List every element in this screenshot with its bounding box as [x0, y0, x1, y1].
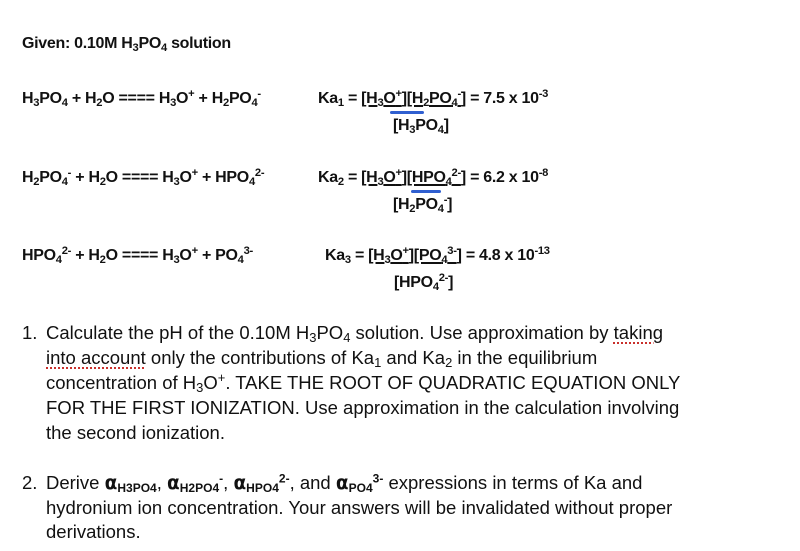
ka-sup: + — [402, 244, 409, 257]
q1-sub: 3 — [196, 380, 204, 396]
reaction-text: + H — [71, 169, 100, 186]
q1-text: solution. Use approximation by — [350, 322, 614, 343]
reaction-sup: + — [191, 166, 198, 179]
ka-sub: 4 — [437, 202, 444, 215]
reaction-text: H — [22, 90, 34, 107]
ka-sub: 3 — [384, 253, 391, 266]
reaction-sup: + — [188, 87, 195, 100]
ka-sub: 4 — [451, 96, 458, 109]
ka-text: O — [390, 247, 403, 264]
q1-sub: 4 — [343, 330, 351, 346]
ka-text: O — [383, 90, 396, 107]
spellcheck-word: taking — [613, 322, 664, 343]
reaction-sup: 2- — [254, 166, 265, 179]
ka-exponent: -8 — [538, 166, 549, 179]
alpha-symbol: α — [233, 473, 247, 494]
reaction-text: PO — [39, 169, 62, 186]
q1-sub: 1 — [374, 355, 382, 371]
ka2-numerator — [361, 166, 466, 188]
ka-label: Ka — [318, 169, 338, 186]
q2-text: , and — [289, 472, 336, 493]
q2-text: Derive — [46, 472, 105, 493]
reaction-text: + HPO — [197, 169, 249, 186]
ka3-expression — [325, 244, 550, 266]
question-2-line-2: hydronium ion concentration. Your answers will be invalidated without proper — [46, 497, 673, 518]
alpha-symbol: α — [104, 473, 118, 494]
reaction-text: + H — [71, 247, 100, 264]
reaction-sub: 4 — [248, 175, 255, 188]
reaction-sup: - — [257, 87, 261, 100]
reaction-text: O ==== H — [105, 247, 174, 264]
given-text: Given: 0.10M H — [22, 35, 133, 52]
ka-text: ] — [460, 90, 466, 107]
question-1-line-1 — [46, 322, 663, 344]
reaction-sub: 2 — [223, 96, 229, 109]
reaction-sub: 2 — [33, 175, 40, 188]
question-1-number: 1. — [22, 322, 38, 343]
question-1-line-4: FOR THE FIRST IONIZATION. Use approximation in the calculation involving — [46, 397, 680, 418]
q1-sub: 2 — [445, 355, 453, 371]
ka-value: = 7.5 x 10 — [465, 90, 539, 107]
reaction-text: O ==== H — [105, 169, 174, 186]
ka-label: Ka — [318, 90, 338, 107]
alpha-sub: H2PO4 — [179, 481, 220, 495]
alpha-po4 — [336, 472, 383, 493]
reaction-sub: 4 — [61, 96, 68, 109]
ka-label: Ka — [325, 247, 345, 264]
ka3-numerator — [368, 244, 462, 266]
ka-text: ][PO — [408, 247, 442, 264]
question-1-line-3 — [46, 369, 681, 396]
reaction-text: O — [179, 247, 192, 264]
ka-text: [H — [393, 117, 410, 134]
reaction-text: + H — [67, 90, 97, 107]
ka-sub: 3 — [377, 175, 384, 188]
alpha-symbol: α — [335, 473, 349, 494]
ka-sup: 3- — [447, 244, 457, 257]
ka-text: PO — [415, 117, 438, 134]
ka-sub: 3 — [344, 253, 351, 266]
reaction-sub: 3 — [170, 96, 177, 109]
reaction-sub: 4 — [55, 253, 62, 266]
q1-text: Calculate the pH of the 0.10M H — [46, 322, 310, 343]
q1-text: concentration of H — [46, 372, 197, 393]
question-1-line-5: the second ionization. — [46, 422, 225, 443]
ka-value: = 4.8 x 10 — [461, 247, 535, 264]
reaction-sup: 2- — [61, 244, 72, 257]
question-1-line-2 — [46, 347, 597, 369]
reaction-sup: - — [67, 166, 72, 179]
reaction-sub: 3 — [173, 175, 180, 188]
ka1-expression — [318, 87, 549, 109]
reaction-sub: 2 — [99, 253, 106, 266]
reaction-text: + H — [194, 90, 223, 107]
ink-mark — [390, 111, 424, 114]
q1-text: and Ka — [381, 347, 446, 368]
alpha-hpo4 — [233, 472, 289, 493]
reaction-text: O — [176, 90, 189, 107]
ka-sub: 2 — [337, 175, 344, 188]
alpha-sup: 3- — [372, 471, 384, 486]
given-line — [22, 35, 231, 53]
reaction-text: PO — [228, 90, 252, 107]
reaction-sup: 3- — [243, 244, 253, 257]
question-2-line-3: derivations. — [46, 521, 141, 542]
given-text: solution — [166, 35, 231, 52]
reaction-text: O ==== H — [102, 90, 171, 107]
ka-sup: - — [443, 193, 448, 206]
alpha-h2po4 — [167, 472, 223, 493]
ka-text: [H — [393, 196, 410, 213]
q1-text: O — [203, 372, 218, 393]
ka-sub: 4 — [441, 253, 448, 266]
reaction-text: + PO — [197, 247, 238, 264]
reaction-sup: + — [191, 244, 198, 257]
ka-sub: 2 — [423, 96, 430, 109]
ka-text: [H — [361, 90, 378, 107]
ka-sup: 2- — [451, 166, 461, 179]
q1-text: PO — [316, 322, 344, 343]
q1-text: . TAKE THE ROOT OF QUADRATIC EQUATION ONLY — [225, 372, 681, 393]
ka2-expression — [318, 166, 549, 188]
reaction-1 — [22, 87, 261, 109]
ka-text: PO — [429, 90, 452, 107]
ka-sup: - — [457, 87, 461, 100]
given-text: PO — [138, 35, 161, 52]
ka-text: [H — [368, 247, 385, 264]
reaction-sub: 2 — [96, 96, 103, 109]
ka3-denominator — [394, 271, 454, 293]
ka-exponent: -3 — [538, 87, 549, 100]
ka-text: [H — [361, 169, 378, 186]
ka-sub: 1 — [337, 96, 344, 109]
reaction-2 — [22, 166, 265, 188]
ka-sub: 3 — [409, 123, 416, 136]
ka-sub: 4 — [437, 123, 444, 136]
reaction-sub: 3 — [33, 96, 40, 109]
alpha-sub: HPO4 — [246, 481, 279, 495]
ka-sub: 3 — [377, 96, 384, 109]
ka1-denominator — [393, 117, 449, 135]
spellcheck-word: into account — [46, 347, 146, 368]
reaction-sub: 2 — [99, 175, 106, 188]
reaction-text: H — [22, 169, 34, 186]
alpha-symbol: α — [167, 473, 180, 494]
reaction-sub: 4 — [251, 96, 258, 109]
ka-text: = — [350, 247, 369, 264]
reaction-text: O — [179, 169, 192, 186]
reaction-sub: 4 — [61, 175, 68, 188]
ka-sup: + — [395, 87, 402, 100]
ka-sub: 4 — [432, 280, 439, 293]
alpha-sup: - — [219, 471, 224, 486]
given-sub: 4 — [160, 41, 167, 54]
question-2-number: 2. — [22, 472, 38, 493]
ka-text: = — [343, 90, 362, 107]
q2-text: , — [223, 472, 234, 493]
q1-text: in the equilibrium — [452, 347, 598, 368]
q2-text: expressions in terms of Ka and — [383, 472, 643, 493]
ka-sup: 2- — [438, 271, 449, 284]
ka2-denominator — [393, 193, 453, 215]
alpha-sup: 2- — [278, 471, 290, 486]
reaction-3 — [22, 244, 253, 266]
q1-sup: + — [217, 369, 226, 385]
reaction-sub: 4 — [237, 253, 244, 266]
q1-sub: 3 — [309, 330, 317, 346]
ka-text: O — [383, 169, 396, 186]
ka-exponent: -13 — [534, 244, 550, 257]
ka-text: [HPO — [394, 274, 433, 291]
ka-sub: 2 — [409, 202, 416, 215]
ink-mark — [411, 190, 441, 193]
ka-text: ][HPO — [401, 169, 446, 186]
ka-text: ] — [460, 169, 466, 186]
q2-text: , — [156, 472, 168, 493]
ka-sup: + — [395, 166, 402, 179]
ka-text: ] — [456, 247, 462, 264]
alpha-sub: H3PO4 — [117, 481, 157, 495]
alpha-sub: PO4 — [348, 481, 373, 495]
given-sub: 3 — [132, 41, 139, 54]
ka-text: ] — [443, 117, 449, 134]
reaction-text: PO — [39, 90, 62, 107]
reaction-text: HPO — [22, 247, 56, 264]
ka-text: PO — [415, 196, 438, 213]
alpha-h3po4 — [105, 472, 157, 493]
reaction-sub: 3 — [173, 253, 180, 266]
ka-text: = — [343, 169, 362, 186]
ka-text: ][H — [401, 90, 424, 107]
ka1-numerator — [361, 87, 466, 109]
ka-sub: 4 — [445, 175, 452, 188]
q1-text: only the contributions of Ka — [145, 347, 375, 368]
ka-text: ] — [447, 196, 453, 213]
ka-text: ] — [448, 274, 454, 291]
ka-value: = 6.2 x 10 — [465, 169, 539, 186]
question-2-line-1 — [46, 472, 642, 494]
